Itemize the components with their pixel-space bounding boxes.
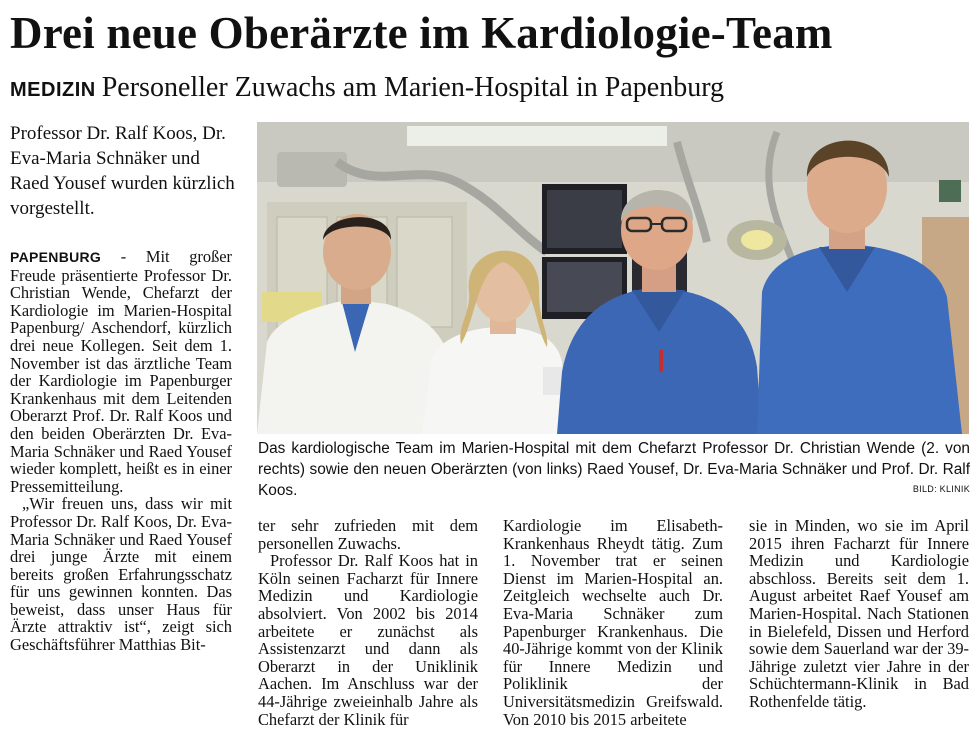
paragraph-3-cont: Kardiologie im Elisabeth-Krankenhaus Rheydt tätig. Zum 1. November trat er seinen Dienst im Marien-Hospital an. Zeitgleich wechselte auch Dr. Eva-Maria Schnäker zum Papenburger Krankenhaus. Die 40-Jährige kommt von der Klinik für Innere Medizin und Poliklinik der Universitätsmedizin Greifswald. Von 2010 bis 2015 arbeitete xyxy=(503,516,723,729)
photo-credit: BILD: KLINIK xyxy=(912,484,970,494)
paragraph-2: „Wir freuen uns, dass wir mit Professor Dr. Ralf Koos, Dr. Eva-Maria Schnäker und Raed Yousef drei junge Ärzte mit einem bereits großen Erfahrungsschatz für uns gewinnen konnten. Das beweist, dass unser Haus für Ärzte attraktiv ist“, zeigt sich Geschäftsführer Matthias Bit- xyxy=(10,494,232,655)
headline: Drei neue Oberärzte im Kardiologie-Team xyxy=(10,8,833,58)
subheadline-row xyxy=(10,70,970,108)
paragraph-3-end: sie in Minden, wo sie im April 2015 ihren Facharzt für Innere Medizin und Kardiologie abschloss. Bereits seit dem 1. August arbeitet Raef Yousef am Marien-Hospital. Nach Stationen in Bielefeld, Dissen und Herford sowie dem Sauerland war der 39-Jährige zuletzt vier Jahre in der Schüchtermann-Klinik in Bad Rothenfelde tätig. xyxy=(749,516,969,711)
teaser-text: Professor Dr. Ralf Koos, Dr. Eva-Maria Schnäker und Raed Yousef wurden kürzlich vorgestellt. xyxy=(10,123,235,219)
paragraph-2-cont: ter sehr zufrieden mit dem personellen Zuwachs. xyxy=(258,516,478,553)
body-column-1 xyxy=(10,248,232,654)
dateline: PAPENBURG xyxy=(10,249,102,265)
paragraph-3: Professor Dr. Ralf Koos hat in Köln seinen Facharzt für Innere Medizin und Kardiologie absolviert. Von 2002 bis 2014 arbeitete er zunächst als Assistenzarzt und dann als Oberarzt in der Uniklinik Aachen. Im Anschluss war der 44-Jährige zweieinhalb Jahre als Chefarzt der Klinik für xyxy=(258,551,478,729)
photo-caption: Das kardiologische Team im Marien-Hospital mit dem Chefarzt Professor Dr. Christian Wende (2. von rechts) sowie den neuen Oberärzten (von links) Raed Yousef, Dr. Eva-Maria Schnäker und Prof. Dr. Ralf Koos. xyxy=(258,440,970,499)
paragraph-1 xyxy=(10,248,232,495)
paragraph-1-text: - Mit großer Freude präsentierte Professor Dr. Christian Wende, Chefarzt der Kardiologie im Marien-Hospital Papenburg/ Aschendorf, kürzlich drei neue Kollegen. Seit dem 1. November ist das ärztliche Team der Kardiologie im Papenburger Krankenhaus mit dem Leitenden Oberarzt Prof. Dr. Ralf Koos und den beiden Oberärzten Dr. Eva-Maria Schnäker und Raed Yousef wieder komplett, heißt es in einer Pressemitteilung. xyxy=(10,247,232,496)
team-photo xyxy=(257,122,969,434)
subheadline: Personeller Zuwachs am Marien-Hospital in Papenburg xyxy=(101,72,725,103)
rubric-label: MEDIZIN xyxy=(10,79,96,101)
body-column-4 xyxy=(749,517,969,711)
body-column-2 xyxy=(258,517,478,728)
body-column-3 xyxy=(503,517,723,728)
